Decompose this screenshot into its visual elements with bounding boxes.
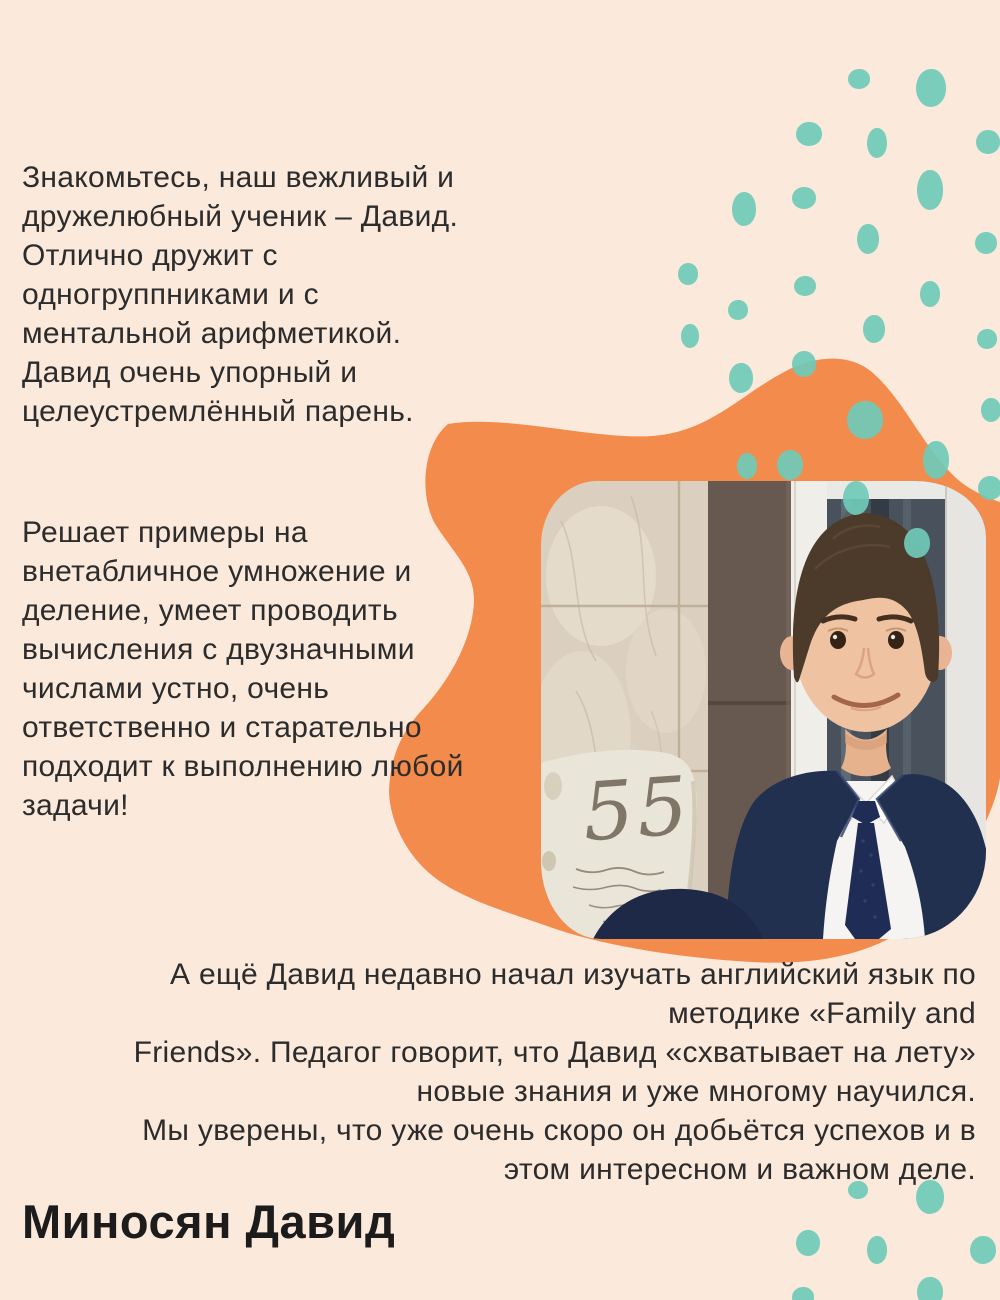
teal-dot xyxy=(843,481,869,515)
left-eye xyxy=(830,631,846,649)
teal-dot xyxy=(847,401,883,439)
intro-line: Отлично дружит с xyxy=(22,239,278,272)
teal-dot xyxy=(916,69,946,107)
skills-paragraph xyxy=(22,513,464,825)
teal-dot xyxy=(857,224,879,254)
teal-dot xyxy=(981,398,1000,422)
teal-dot xyxy=(777,450,803,480)
teal-dot xyxy=(867,128,887,158)
teal-dot xyxy=(792,187,816,209)
teal-dot xyxy=(737,453,757,479)
skills-line: деление, умеет проводить xyxy=(22,594,398,627)
english-line: Мы уверены, что уже очень скоро он добьётся успехов и в xyxy=(142,1114,976,1147)
intro-line: целеустремлённый парень. xyxy=(22,395,414,428)
intro-paragraph xyxy=(22,158,458,431)
skills-line: числами устно, очень xyxy=(22,672,330,705)
intro-line: ментальной арифметикой. xyxy=(22,317,402,350)
english-line: новые знания и уже многому научился. xyxy=(416,1075,976,1108)
skills-line: ответственно и старательно xyxy=(22,711,422,744)
skills-line: подходит к выполнению любой xyxy=(22,750,464,783)
skills-line: задачи! xyxy=(22,789,129,822)
intro-line: Давид очень упорный и xyxy=(22,356,358,389)
skills-line: внетабличное умножение и xyxy=(22,555,412,588)
intro-line: дружелюбный ученик – Давид. xyxy=(22,200,459,233)
teal-dot xyxy=(970,1236,996,1264)
teal-dot xyxy=(796,122,822,146)
teal-dot xyxy=(792,351,816,377)
english-line: этом интересном и важном деле. xyxy=(503,1153,976,1186)
teal-dot xyxy=(848,69,870,89)
teal-dot xyxy=(904,528,930,558)
teal-dot xyxy=(792,1287,814,1300)
teal-dot xyxy=(681,324,699,348)
plaque-number: 55 xyxy=(579,758,694,860)
teal-dot xyxy=(863,315,885,343)
teal-dot xyxy=(977,329,997,349)
teal-dot xyxy=(729,363,753,393)
teal-dot xyxy=(917,1277,943,1300)
teal-dot xyxy=(732,192,756,226)
teal-dot xyxy=(867,1236,887,1264)
english-paragraph xyxy=(8,955,976,1189)
skills-line: вычисления с двузначными xyxy=(22,633,415,666)
intro-line: одногруппниками и с xyxy=(22,278,319,311)
english-line: методике «Family and xyxy=(668,997,976,1030)
teal-dot xyxy=(794,276,816,296)
teal-dot xyxy=(728,300,748,320)
teal-dot xyxy=(978,476,1000,500)
right-eye xyxy=(888,631,904,649)
english-line: Friends». Педагог говорит, что Давид «схватывает на лету» xyxy=(133,1036,976,1069)
teal-dot xyxy=(923,441,949,479)
skills-line: Решает примеры на xyxy=(22,516,308,549)
teal-dot xyxy=(976,130,1000,154)
teal-dot xyxy=(796,1230,820,1256)
teal-dot xyxy=(917,170,943,210)
intro-line: Знакомьтесь, наш вежливый и xyxy=(22,161,455,194)
english-line: А ещё Давид недавно начал изучать английский язык по xyxy=(170,958,976,991)
teal-dot xyxy=(920,281,940,307)
student-name-title: Миносян Давид xyxy=(22,1195,396,1248)
teal-dot xyxy=(975,232,997,254)
teal-dot xyxy=(678,263,698,285)
